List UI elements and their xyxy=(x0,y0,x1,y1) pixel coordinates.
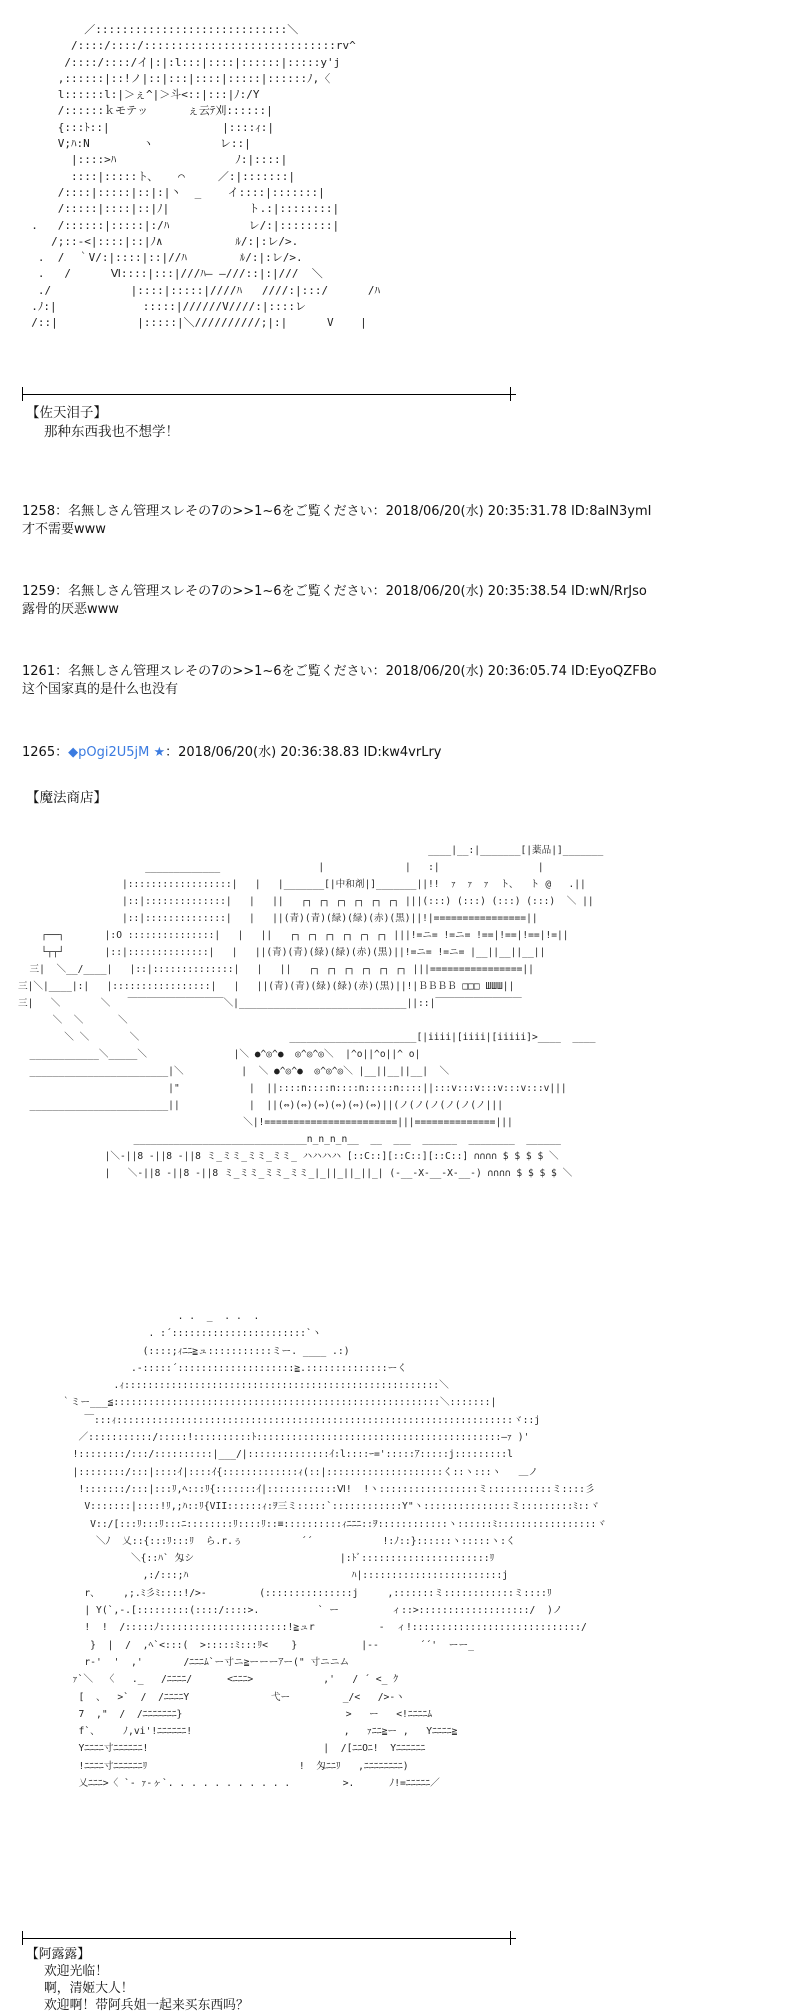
arulu-ascii-art: . . _ . . . . :´:::::::::::::::::::::::`ヽ (::::;ｨﾆﾆ≧ュ:::::::::::ミー. ____ .:) .-:::::´::::::::::::::::::::≧.::::::::::::::ーく .ｨ::::::::::::::::::::::::::::::::::::::::::::::::::::::＼ ｀ミー___≦::::::::::::::::::::::::::::::::::::::::::::::::::::::::＼:::::::| ￣:::ｨ::::::::::::::::::::::::::::::::::::::::::::::::::::::::::::::::::::ヾ::j ／:::::::::::/:::::!::::::::::ﾄ::::::::::::::::::::::::::::::::::::::::::―ｧ )' !::::::::/:::/::::::::::|___/|::::::::::::::ｲ:l::::ｰ=':::::ｱ:::::j:::::::::l |::::::::/:::|::::ｲ|::::ｲ{:::::::::::::ｨ(::|::::::::::::::::::::く::ヽ:::ヽ ＿ノ !:::::::/:::|:::ﾘ,ﾍ:::ﾘ{:::::::ｲ|::::::::::::Ⅵ! !ヽ:::::::::::::::::ミ:::::::::::ミ::::彡 V:::::::|::::!ﾘ,;ﾊ::ﾘ{VII::::::ｨ:ｦ三ミ:::::`::::::::::::Y"ヽ:::::::::::::::ミ:::::::::ﾐ::ヾ V::/[:::ﾘ:::ﾘ:::ﾆ::::::::ﾘ::::ﾘ::≡::::::::::ｨﾆﾆﾆ::ｦ::::::::::::ヽ::::::ﾐ:::::::::::::::::ヾ ＼ﾉ 乂::{:::ﾘ:::ﾘ ら.r.ぅ ´´ !:ﾉ::}::::::ヽ:::::ヽ:く ＼{::ﾊ` 匁シ |:ﾄﾞ::::::::::::::::::::::ﾘ ,:/:::;ﾊ ﾊ|::::::::::::::::::::::::j r、 ,;.ﾐ彡ﾐ::::!/>- (:::::::::::::::j ,:::::::ミ::::::::::::ミ::::ﾘ | Y(`,-.[:::::::::(::::/::::>. ` ー ィ::>:::::::::::::::::::/ )ノ ! ! /:::::ﾉ::::::::::::::::::::::!≧ュr - ィ!:::::::::::::::::::::::::::::/ } | / ,ﾍ`<:::( >:::::ﾐ:::ﾘ< } |-- ´´' ーー_ r‐' ' ,' /ﾆﾆﾆﾑ`ー寸ニ≧ーーーｱー(" 寸ニニム ｧ`＼ 〈 ._ /ﾆﾆﾆﾆ/ <ﾆﾆﾆ> ,' / ´ <_ ｸ [ 、 >` / /ﾆﾆﾆﾆY 弋ー _/< />‐ヽ 7 ," / /ﾆﾆﾆﾆﾆﾆﾆ} > ー <!ﾆﾆﾆﾆﾑ f`、 ﾉ,vi'!ﾆﾆﾆﾆﾆﾆ! , ｧﾆﾆ≧ー , Yﾆﾆﾆﾆ≧ Yﾆﾆﾆﾆ寸ﾆﾆﾆﾆﾆﾆ! | /[ﾆﾆOﾆ! Yﾆﾆﾆﾆﾆﾆ !ﾆﾆﾆﾆ寸ﾆﾆﾆﾆﾆﾆﾘ ! 匁ﾆﾆﾘ ,ﾆﾆﾆﾆﾆﾆﾆﾆ) 乂ﾆﾆﾆ>〈 `‐ ｧ-ヶ`. . . . . . . . . . . >. ﾉ!=ﾆﾆﾆﾆﾆ／ xyxy=(60,1311,607,1790)
shop-ascii-art: ____|__:|_______[|薬品|]_______ _____________ | | :| | |::::::::::::::::::| | |_______[|中和剤|]_______||!! ｧ ｧ ｧ ト、 ト @ .|| |::|::::::::::::::| | || ┌┐ ┌┐ ┌┐ ┌┐ ┌┐ ┌┐ |||(:::) (:::) (:::) (:::) ＼ || |::|::::::::::::::| | ||(青)(青)(緑)(緑)(赤)(黒)||!|================|| ┌──┐ |:O :::::::::::::::| | || ┌┐ ┌┐ ┌┐ ┌┐ ┌┐ ┌┐ |||!=ニ= !=ニ= !==|!==|!==|!=|| └┬┬┘ |::|::::::::::::::| | ||(青)(青)(緑)(緑)(赤)(黒)||!=ニ= !=ニ= |__||__||__|| 三| ＼__/____| |::|::::::::::::::| | || ┌┐ ┌┐ ┌┐ ┌┐ ┌┐ ┌┐ |||================|| 三|＼|____|:| |:::::::::::::::::| | ||(青)(青)(緑)(緑)(赤)(黒)||!|ＢＢＢＢ □□□ ШШШ|| 三| ＼ ＼ ￣￣￣￣￣￣￣￣￣￣＼|_____________________________||::|￣￣￣￣￣￣￣￣￣ ＼ ＼ ＼ ＼ ＼ ＼ ______________________[|iiii|[iiii|[iiiii]>____ ____ ____________＼_____＼ |＼ ●^◎^● ◎^◎^◎＼ |^o||^o||^ o| ________________________|＼ | ＼ ●^◎^● ◎^◎^◎＼ |__||__||__| ＼ |" | ||::::n::::n::::n:::::n::::||:::v:::v:::v:::v:::v||| ________________________|| | ||(⇔)(⇔)(⇔)(⇔)(⇔)(⇔)||(ノ(ノ(ノ(ノ(ノ(ノ||| ＼|!=======================|||==============||| ______________________________n_n_n_n__ __ ___ ______ ________ ______ |＼-||8 -||8 -||8 ミ_ミミ_ミミ_ミミ_ ハハハハ [::C::][::C::][::C::] ∩∩∩∩ $ $ $ $ ＼ | ＼-||8 -||8 -||8 ミ_ミミ_ミミ_ミミ_|_||_||_||_| (-__-X-__-X-__-) ∩∩∩∩ $ $ $ $ ＼ xyxy=(18,845,604,1179)
post-header xyxy=(22,744,442,762)
separator-tick-left xyxy=(22,387,23,401)
speech-block-saten xyxy=(26,404,179,442)
girl-ascii-art: ／:::::::::::::::::::::::::::::＼ /::::/::::/:::::::::::::::::::::::::::::rv^ /::::/::::/イ|:|:l:::|::::|::::::|:::::y'j ,::::::|::!ノ|::|:::|::::|:::::|::::::ﾉ,〈 l::::::l:|＞ぇ^|＞斗<::|:::|ﾉ:/Y /::::::ｋモテッ ぇ云ﾃ刈::::::| {:::ﾄ::| |::::ｨ:| V;ﾊ:N ヽ レ::| |::::>ﾊ ﾉ:|::::| ::::|:::::ト、 ⌒ ／:|:::::::| /::::|:::::|::|:|丶 _ イ::::|:::::::| /:::::|::::|::|ﾉ| ト.:|::::::::| . /::::::|:::::|:/ﾊ レ/:|::::::::| /;::-<|::::|::|ﾉ∧ ﾙ/:|:レ/>. . / ｀V/:|::::|::|//ﾊ ﾙ/:|:レ/>. . / Ⅵ::::|:::|///ﾊ― ―///::|:|/// ＼ ./ |::::|:::::|////ﾊ ////:|:::/ /ﾊ .ﾉ:| :::::|//////V////:|::::レ /::| |:::::|＼//////////;|:| V | xyxy=(31,23,380,330)
post-body: 露骨的厌恶www xyxy=(22,602,119,617)
trip-link[interactable]: ◆pOgi2U5jM ★ xyxy=(68,745,166,760)
separator-line xyxy=(22,394,516,395)
post-1265 xyxy=(22,744,442,762)
speech-line: 啊，清姬大人！ xyxy=(44,1981,134,1996)
post-number: 1265： xyxy=(22,745,69,760)
separator-tick-right xyxy=(510,387,511,401)
speaker-name: 【佐天泪子】 xyxy=(26,405,107,421)
post-meta: ：2018/06/20(水) 20:36:38.83 ID:kw4vrLry xyxy=(165,745,442,760)
post-body: 才不需要www xyxy=(22,522,106,537)
post-1261 xyxy=(22,663,657,699)
speech-line: 欢迎啊！带阿兵姐一起来买东西吗？ xyxy=(44,1998,249,2013)
post-body: 这个国家真的是什么也没有 xyxy=(22,682,179,697)
separator-line xyxy=(22,1938,516,1939)
speaker-name: 【阿露露】 xyxy=(26,1947,90,1962)
speech-line: 欢迎光临！ xyxy=(44,1964,108,1979)
post-header: 1261：名無しさん管理スレその7の>>1~6をご覧ください：2018/06/20(水) 20:36:05.74 ID:EyoQZFBo xyxy=(22,664,657,679)
speech-line: 那种东西我也不想学！ xyxy=(44,424,179,440)
post-header: 1259：名無しさん管理スレその7の>>1~6をご覧ください：2018/06/20(水) 20:35:38.54 ID:wN/RrJso xyxy=(22,584,647,599)
separator-tick-left xyxy=(22,1931,23,1945)
speech-block-arulu xyxy=(26,1946,249,2014)
section-title: 【魔法商店】 xyxy=(26,790,107,806)
post-header: 1258：名無しさん管理スレその7の>>1~6をご覧ください：2018/06/20(水) 20:35:31.78 ID:8aIN3ymI xyxy=(22,504,652,519)
post-1259 xyxy=(22,583,647,619)
post-1258 xyxy=(22,503,651,539)
separator-tick-right xyxy=(510,1931,511,1945)
